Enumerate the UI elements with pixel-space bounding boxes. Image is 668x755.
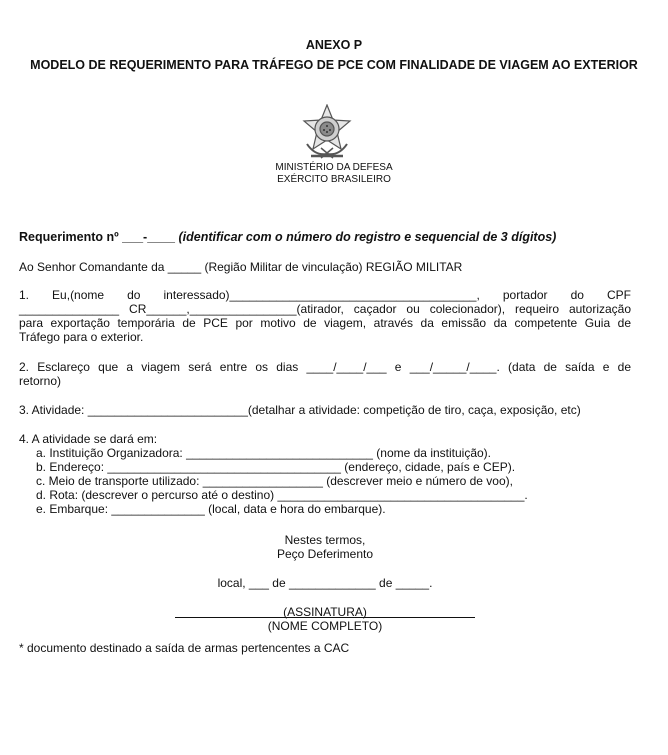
paragraph-4-intro: 4. A atividade se dará em: — [19, 432, 158, 446]
request-number — [19, 230, 556, 244]
paragraph-1-line-4: Tráfego para o exterior. — [19, 330, 144, 344]
list-item: d. Rota: (descrever o percurso até o destino) _____________________________________. — [36, 488, 528, 502]
paragraph-3: 3. Atividade: ________________________(detalhar a atividade: competição de tiro, caça, exposição, etc) — [19, 403, 581, 417]
document-title: MODELO DE REQUERIMENTO PARA TRÁFEGO DE PCE COM FINALIDADE DE VIAGEM AO EXTERIOR — [30, 58, 638, 72]
paragraph-2-line-1: 2. Esclareço que a viagem será entre os dias ____/____/___ e ___/_____/____. (data de saída e de — [19, 360, 631, 374]
request-label: Requerimento nº ___-____ — [19, 230, 176, 244]
list-item: e. Embarque: ______________ (local, data e hora do embarque). — [36, 502, 386, 516]
paragraph-1-line-3: para exportação temporária de PCE por motivo de viagem, através da emissão da competente Guia de — [19, 316, 631, 330]
full-name-label: (NOME COMPLETO) — [267, 619, 383, 633]
place-date: local, ___ de _____________ de _____. — [217, 576, 433, 590]
organization-block — [0, 162, 668, 186]
army-name: EXÉRCITO BRASILEIRO — [277, 174, 391, 185]
closing-request: Peço Deferimento — [276, 547, 374, 561]
request-instruction: (identificar com o número do registro e sequencial de 3 dígitos) — [178, 230, 557, 244]
annex-title: ANEXO P — [305, 38, 363, 52]
closing-terms: Nestes termos, — [284, 533, 366, 547]
list-item: c. Meio de transporte utilizado: __________________ (descrever meio e número de voo), — [36, 474, 513, 488]
list-item: b. Endereço: ___________________________________ (endereço, cidade, país e CEP). — [36, 460, 516, 474]
signature-line — [175, 617, 475, 618]
ministry-name: MINISTÉRIO DA DEFESA — [275, 162, 393, 173]
footnote: * documento destinado a saída de armas pertencentes a CAC — [19, 641, 350, 655]
paragraph-2-line-2: retorno) — [19, 374, 62, 388]
list-item: a. Instituição Organizadora: ____________________________ (nome da instituição). — [36, 446, 492, 460]
paragraph-1-line-1: 1. Eu,(nome do interessado)_____________________________________, portador do CPF — [19, 288, 631, 302]
signature-label: (ASSINATURA) — [283, 605, 367, 619]
salutation: Ao Senhor Comandante da _____ (Região Militar de vinculação) REGIÃO MILITAR — [19, 260, 463, 274]
paragraph-1-line-2: _______________ CR______,________________(atirador, caçador ou colecionador), requeiro autorização — [19, 302, 631, 316]
brasao-republica-icon — [301, 104, 353, 160]
